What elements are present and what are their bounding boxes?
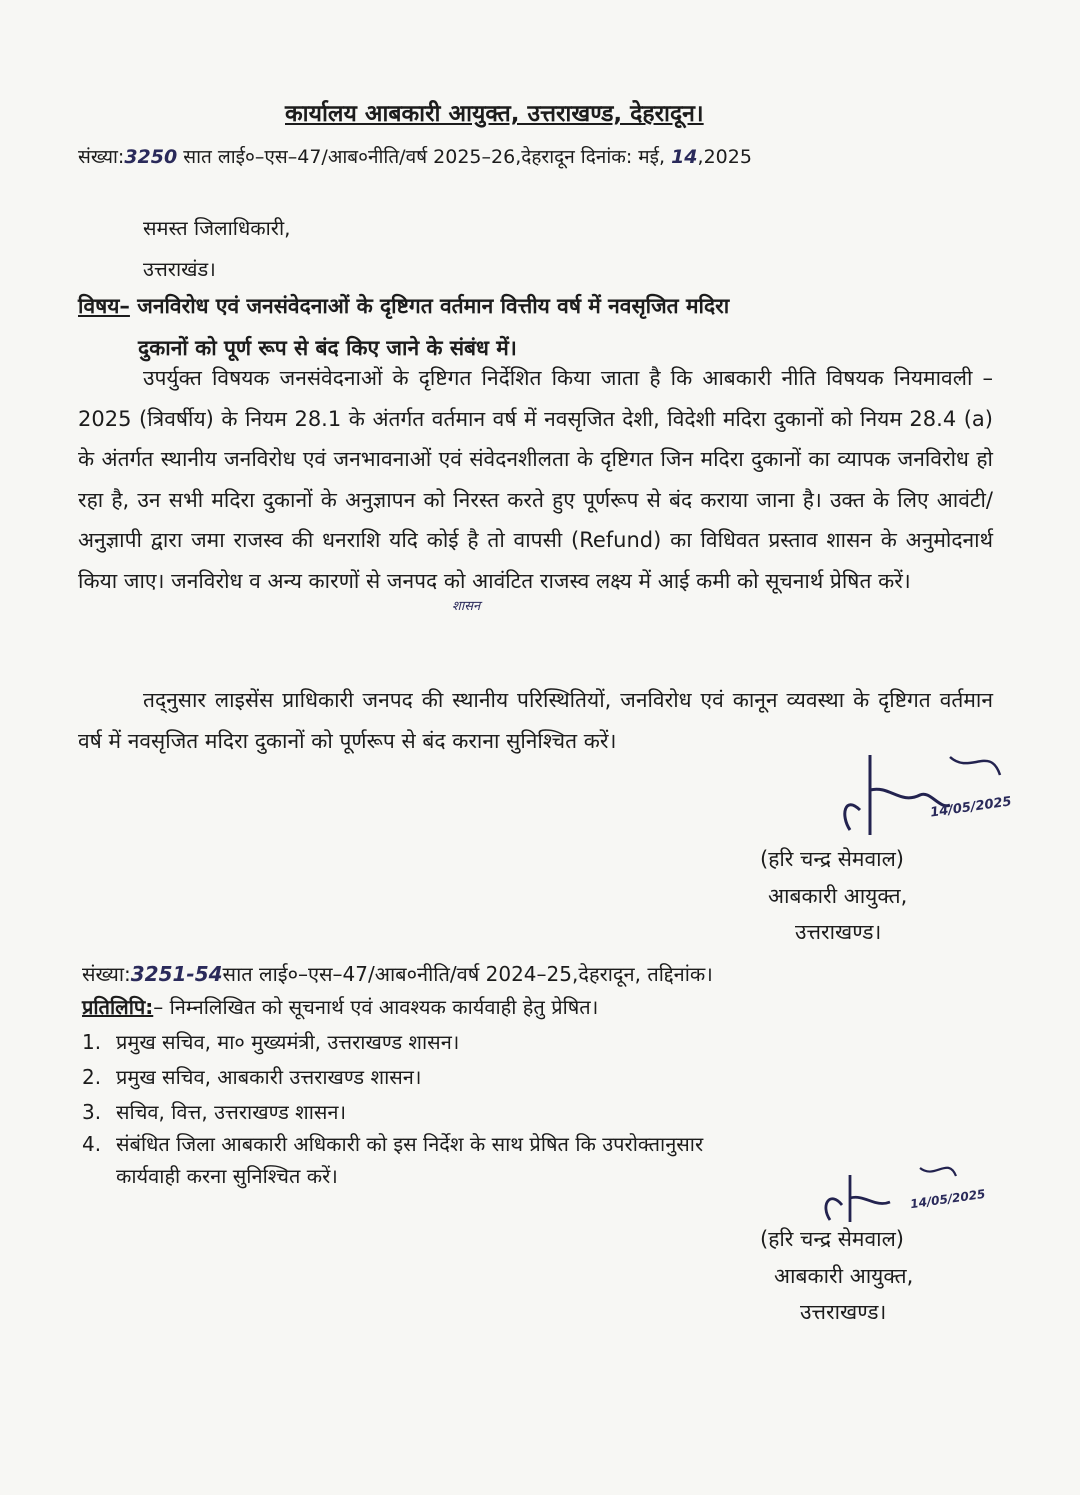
ref-day: 14 (671, 146, 698, 168)
copy-ref-prefix: संख्या: (82, 962, 131, 986)
list-item (82, 1130, 703, 1157)
addressee-line-2: उत्तराखंड। (143, 257, 216, 281)
ref-year: ,2025 (697, 146, 752, 168)
list-text: संबंधित जिला आबकारी अधिकारी को इस निर्देश के साथ प्रेषित कि उपरोक्तानुसार (116, 1132, 704, 1156)
body-paragraph-1: उपर्युक्त विषयक जनसंवेदनाओं के दृष्टिगत निर्देशित किया जाता है कि आबकारी नीति विषयक नियमावली – 2025 (त्रिवर्षीय) के नियम 28.1 के अंतर्गत वर्तमान वर्ष में नवसृजित देशी, विदेशी मदिरा दुकानों को नियम 28.4 (a) के अंतर्गत स्थानीय जनविरोध एवं जनभावनाओं एवं संवेदनशीलता के दृष्टिगत जिन मदिरा दुकानों का व्यापक जनविरोध हो रहा है, उन सभी मदिरा दुकानों के अनुज्ञापन को निरस्त करते हुए पूर्णरूप से बंद कराया जाना है। उक्त के लिए आवंटी/अनुज्ञापी द्वारा जमा राजस्व की धनराशि यदि कोई है तो वापसी (Refund) का विधिवत प्रस्ताव शासन के अनुमोदनार्थ किया जाए। जनविरोध व अन्य कारणों से जनपद को आवंटित राजस्व लक्ष्य में आई कमी को सूचनार्थ प्रेषित करें। (78, 366, 993, 593)
list-item (82, 1028, 459, 1055)
signatory-place-1: उत्तराखण्ड। (795, 920, 882, 944)
list-number: 3. (82, 1100, 102, 1124)
signature-1 (830, 735, 1050, 845)
subject-line-2: दुकानों को पूर्ण रूप से बंद किए जाने के संबंध में। (138, 336, 517, 360)
handwritten-insert: शासन (452, 599, 481, 614)
subject-label: विषय– (78, 294, 130, 318)
body-paragraph-2: तद्नुसार लाइसेंस प्राधिकारी जनपद की स्थानीय परिस्थितियों, जनविरोध एवं कानून व्यवस्था के दृष्टिगत वर्तमान वर्ष में नवसृजित मदिरा दुकानों को पूर्णरूप से बंद कराना सुनिश्चित करें। (78, 688, 993, 753)
reference-line (78, 143, 752, 169)
list-number: 4. (82, 1132, 102, 1156)
signatory-name-2: (हरि चन्द्र सेमवाल) (760, 1227, 904, 1251)
list-number: 1. (82, 1030, 102, 1054)
signature-2 (820, 1150, 1020, 1230)
ref-number: 3250 (124, 146, 178, 168)
subject-line-1: जनविरोध एवं जनसंवेदनाओं के दृष्टिगत वर्तमान वित्तीय वर्ष में नवसृजित मदिरा (129, 294, 730, 318)
list-text: प्रमुख सचिव, आबकारी उत्तराखण्ड शासन। (116, 1065, 422, 1089)
list-number: 2. (82, 1065, 102, 1089)
list-item-continuation: कार्यवाही करना सुनिश्चित करें। (116, 1164, 338, 1188)
signature-2-date: 14/05/2025 (909, 1186, 987, 1212)
signature-1-date: 14/05/2025 (929, 794, 1013, 821)
ref-rest: सात लाई०–एस–47/आब०नीति/वर्ष 2025–26,देहरादून दिनांक: मई, (177, 146, 672, 168)
copy-intro: – निम्नलिखित को सूचनार्थ एवं आवश्यक कार्यवाही हेतु प्रेषित। (153, 995, 599, 1019)
subject (78, 285, 993, 369)
copy-intro-line (82, 993, 598, 1020)
copy-ref-rest: सात लाई०–एस–47/आब०नीति/वर्ष 2024–25,देहरादून, तद्दिनांक। (222, 962, 713, 986)
copy-ref-number: 3251-54 (130, 962, 223, 986)
list-item (82, 1098, 346, 1125)
signatory-place-2: उत्तराखण्ड। (800, 1300, 887, 1324)
list-item (82, 1063, 421, 1090)
signatory-designation-1: आबकारी आयुक्त, (768, 884, 908, 908)
ref-prefix: संख्या: (78, 146, 125, 168)
addressee-line-1: समस्त जिलाधिकारी, (143, 216, 291, 240)
signatory-name-1: (हरि चन्द्र सेमवाल) (760, 847, 904, 871)
office-title: कार्यालय आबकारी आयुक्त, उत्तराखण्ड, देहरादून। (285, 101, 704, 127)
list-text: सचिव, वित्त, उत्तराखण्ड शासन। (116, 1100, 347, 1124)
copy-label: प्रतिलिपि: (82, 995, 154, 1019)
copy-reference-line (82, 960, 713, 987)
list-text: प्रमुख सचिव, मा० मुख्यमंत्री, उत्तराखण्ड शासन। (116, 1030, 460, 1054)
signatory-designation-2: आबकारी आयुक्त, (774, 1264, 914, 1288)
